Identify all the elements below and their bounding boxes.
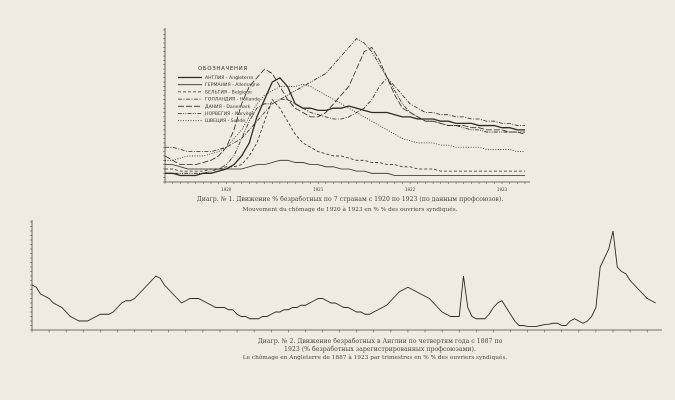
chart-1-year-label: 1920: [221, 187, 232, 192]
chart-1-x-ticks: [165, 182, 525, 192]
chart-1-series-line-1: [165, 160, 525, 175]
chart-2-england-quarterly: [30, 220, 662, 333]
chart-1-legend-entry: ГОЛЛАНДИЯ - Hollande: [205, 97, 261, 103]
chart-1-legend-entry: НОРВЕГИЯ - Norvège: [205, 112, 255, 117]
chart-2-subtitle: Le chômage en Angleterre de 1887 à 1923 par trimestres en % % des ouvriers syndiqués.: [242, 355, 508, 361]
chart-1-seven-countries: [163, 28, 530, 192]
chart-1-legend: [178, 66, 260, 124]
chart-2-series-england: [32, 231, 656, 326]
chart-1-legend-entry: ШВЕЦИЯ - Suède: [205, 119, 246, 125]
chart-1-year-label: 1921: [313, 187, 324, 192]
chart-1-legend-entry: ДАНИЯ - Danemark: [205, 104, 251, 110]
chart-1-title: Диагр. № 1. Движение % безработных по 7 странам с 1920 по 1923 (по данным профсоюзов).: [196, 196, 504, 203]
chart-2-title: Диагр. № 2. Движение безработных в Англии по четвертям года с 1887 по 1923 (% безработных зарегистрированных профсоюзами).: [257, 338, 503, 353]
chart-1-series-line-2: [165, 99, 525, 171]
chart-1-legend-entry: БЕЛЬГИЯ - Belgique: [205, 90, 252, 96]
chart-2-series-line: [32, 231, 656, 326]
chart-1-legend-entry: АНГЛИЯ - Angleterre: [205, 76, 254, 81]
chart-1-legend-title: ОБОЗНАЧЕНИЯ: [198, 66, 248, 72]
chart-1-year-label: 1923: [496, 187, 508, 192]
chart-1-subtitle: Mouvement du chômage de 1920 à 1923 en % % des ouvriers syndiqués.: [242, 207, 458, 213]
chart-1-year-label: 1922: [405, 187, 416, 192]
chart-1-legend-entry: ГЕРМАНИЯ - Allemagne: [205, 83, 260, 89]
